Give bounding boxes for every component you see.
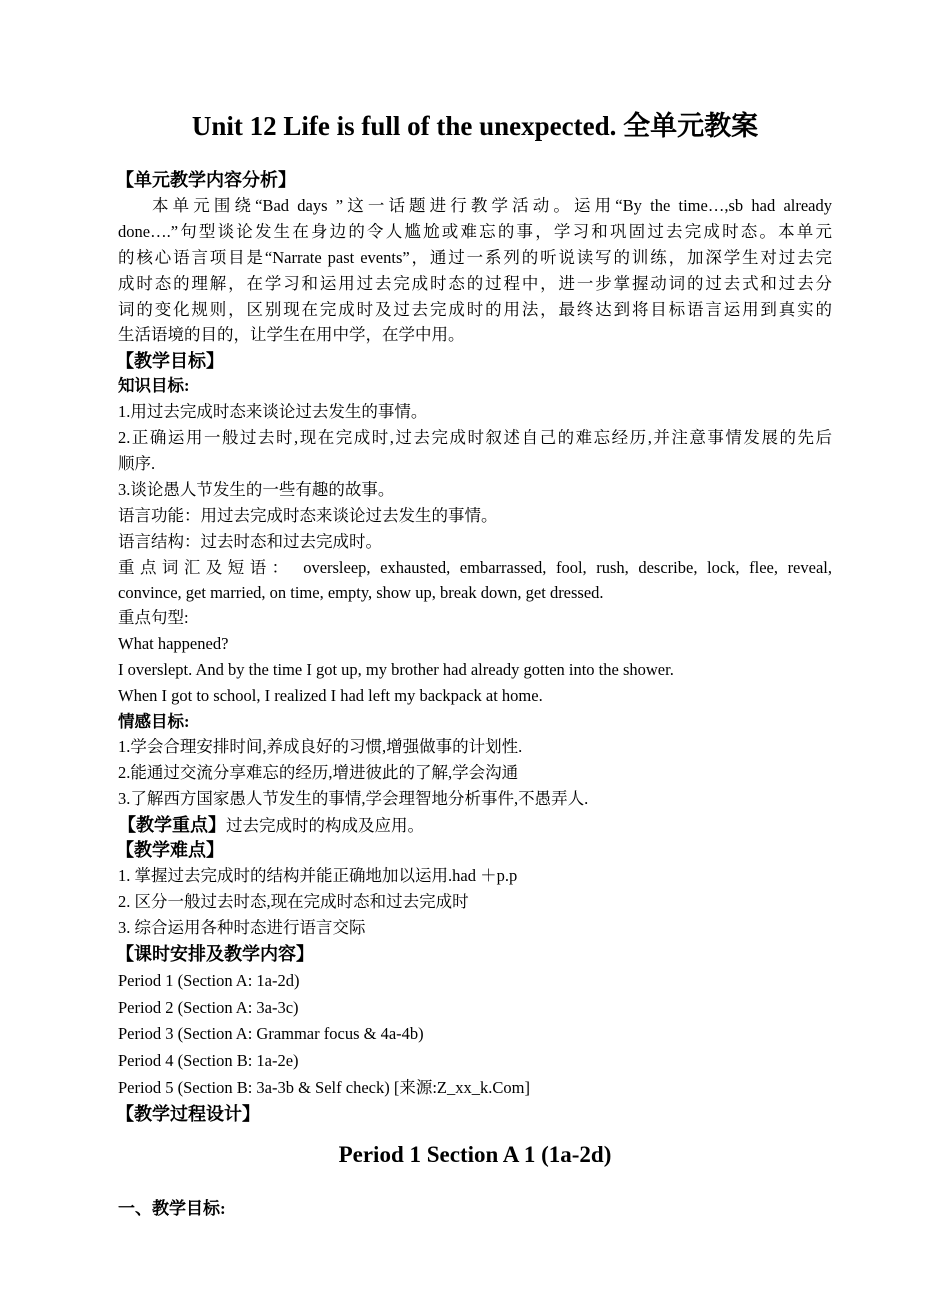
patterns-heading: 重点句型:: [118, 608, 189, 627]
difficulty-heading: 【教学难点】: [116, 840, 224, 860]
pattern-1: What happened?: [118, 634, 229, 653]
knowledge-heading: 知识目标:: [118, 376, 190, 395]
knowledge-item-2-cont: 顺序.: [118, 454, 156, 473]
document-title: Unit 12 Life is full of the unexpected. 全单元教案: [191, 111, 759, 141]
vocab-line-2: convince, get married, on time, empty, show up, break down, get dressed.: [118, 583, 604, 602]
difficulty-item-3: 3. 综合运用各种时态进行语言交际: [118, 918, 366, 937]
emotion-item-3: 3.了解西方国家愚人节发生的事情,学会理智地分析事件,不愚弄人.: [118, 789, 589, 808]
emotion-item-2: 2.能通过交流分享难忘的经历,增进彼此的了解,学会沟通: [118, 763, 519, 782]
emotion-item-1: 1.学会合理安排时间,养成良好的习惯,增强做事的计划性.: [118, 737, 523, 756]
period-5: Period 5 (Section B: 3a-3b & Self check) [来源:Z_xx_k.Com]: [118, 1078, 530, 1097]
period-4: Period 4 (Section B: 1a-2e): [118, 1051, 299, 1070]
pattern-2: I overslept. And by the time I got up, my brother had already gotten into the shower.: [118, 660, 674, 679]
analysis-line-5: 词的变化规则，区别现在完成时及过去完成时的用法，最终达到将目标语言运用到真实的: [118, 300, 832, 319]
analysis-heading: 【单元教学内容分析】: [116, 170, 296, 190]
schedule-heading: 【课时安排及教学内容】: [116, 944, 314, 964]
goals-heading: 【教学目标】: [116, 351, 224, 371]
analysis-line-1: 本单元围绕“Bad days ”这一话题进行教学活动。运用“By the time…,sb had already: [152, 196, 832, 215]
objectives-heading: 一、教学目标:: [118, 1199, 226, 1218]
period-1-title: Period 1 Section A 1 (1a-2d): [338, 1142, 612, 1167]
knowledge-item-2: 2.正确运用一般过去时,现在完成时,过去完成时叙述自己的难忘经历,并注意事情发展的先后: [118, 428, 832, 447]
analysis-line-3: 的核心语言项目是“Narrate past events”，通过一系列的听说读写的训练，加深学生对过去完: [118, 248, 832, 267]
period-3: Period 3 (Section A: Grammar focus & 4a-4b): [118, 1024, 424, 1043]
analysis-line-6: 生活语境的目的，让学生在用中学，在学中用。: [118, 325, 465, 344]
period-1: Period 1 (Section A: 1a-2d): [118, 971, 300, 990]
period-2: Period 2 (Section A: 3a-3c): [118, 998, 299, 1017]
emotion-heading: 情感目标:: [118, 712, 190, 731]
process-heading: 【教学过程设计】: [116, 1104, 260, 1124]
knowledge-item-1: 1.用过去完成时态来谈论过去发生的事情。: [118, 402, 428, 421]
language-function: 语言功能：用过去完成时态来谈论过去发生的事情。: [118, 506, 498, 525]
difficulty-item-1: 1. 掌握过去完成时的结构并能正确地加以运用.had ＋p.p: [118, 866, 518, 885]
pattern-3: When I got to school, I realized I had left my backpack at home.: [118, 686, 543, 705]
vocab-line-1: 重点词汇及短语： oversleep, exhausted, embarrassed, fool, rush, describe, lock, flee, reveal,: [118, 558, 832, 577]
knowledge-item-3: 3.谈论愚人节发生的一些有趣的故事。: [118, 480, 395, 499]
focus-heading: 【教学重点】: [118, 815, 226, 835]
language-structure: 语言结构：过去时态和过去完成时。: [118, 532, 382, 551]
focus-line: [118, 812, 832, 839]
analysis-line-4: 成时态的理解，在学习和运用过去完成时态的过程中，进一步掌握动词的过去式和过去分: [118, 274, 832, 293]
focus-text: 过去完成时的构成及应用。: [226, 816, 424, 835]
analysis-line-2: done….”句型谈论发生在身边的令人尴尬或难忘的事，学习和巩固过去完成时态。本单元: [118, 222, 832, 241]
difficulty-item-2: 2. 区分一般过去时态,现在完成时态和过去完成时: [118, 892, 469, 911]
